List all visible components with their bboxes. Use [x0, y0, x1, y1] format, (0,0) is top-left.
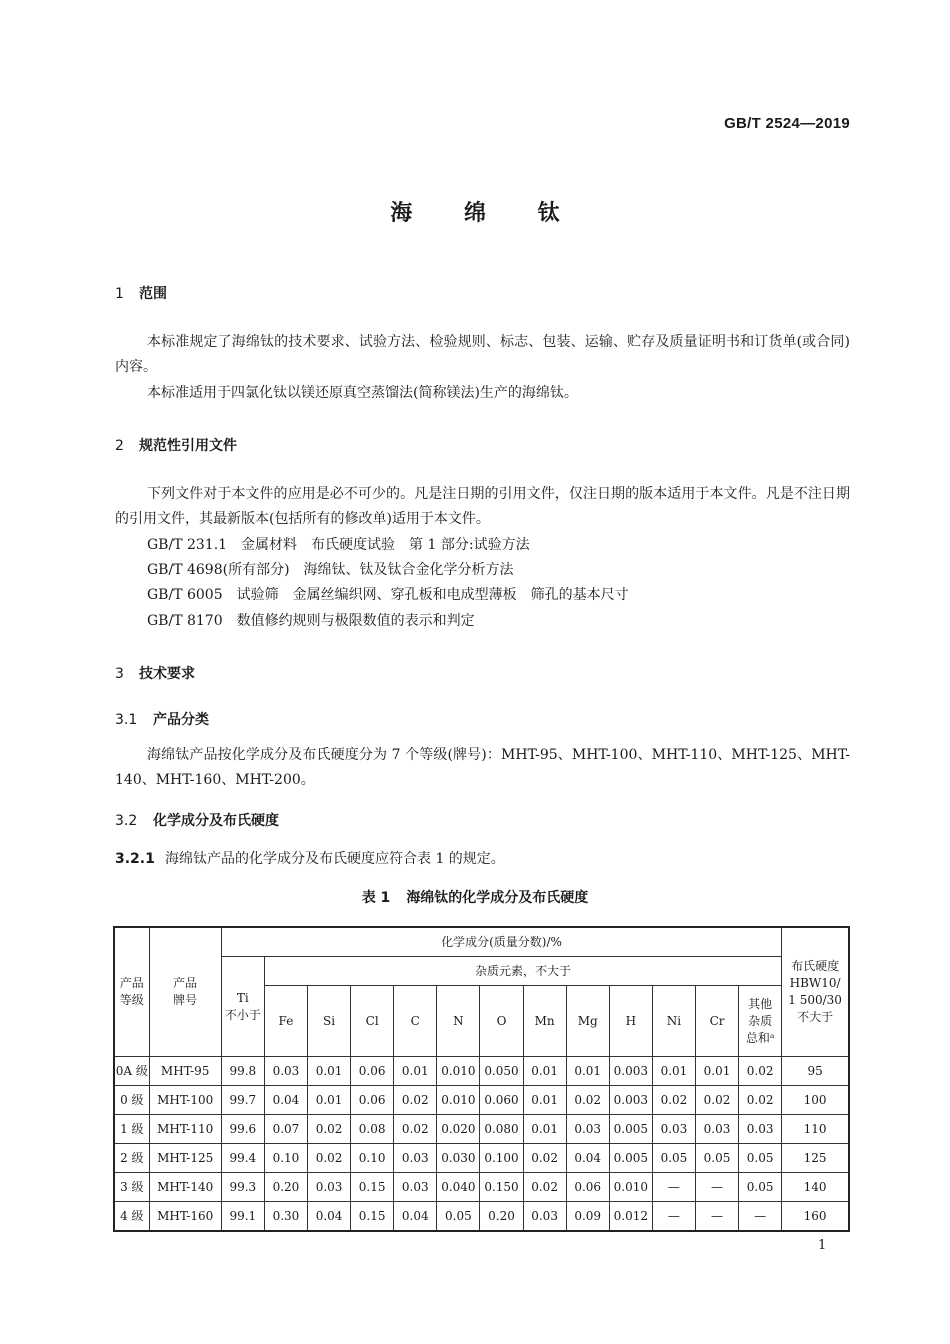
- table-cell: 0.06: [351, 1057, 394, 1086]
- header-brand: 产品 牌号: [149, 927, 221, 1057]
- header-element: Ni: [652, 986, 695, 1057]
- table-cell: 0.01: [523, 1057, 566, 1086]
- table-cell: 0.05: [695, 1144, 738, 1173]
- table-cell: 0.05: [652, 1144, 695, 1173]
- table-cell: 0.01: [308, 1057, 351, 1086]
- section-title: 化学成分及布氏硬度: [153, 813, 279, 829]
- table-cell: 0.10: [264, 1144, 307, 1173]
- table-cell: —: [695, 1202, 738, 1232]
- table-cell: 0.05: [437, 1202, 480, 1232]
- header-element: N: [437, 986, 480, 1057]
- section-number: 3.2: [115, 813, 138, 829]
- section-3-2-heading: [115, 810, 279, 830]
- header-ti: Ti 不小于: [221, 957, 264, 1057]
- cell-brand: MHT-125: [149, 1144, 221, 1173]
- header-grade: 产品 等级: [114, 927, 149, 1057]
- table-cell: 0.05: [739, 1144, 782, 1173]
- table-cell: 0.030: [437, 1144, 480, 1173]
- table-cell: 125: [782, 1144, 849, 1173]
- section-2-paragraph-1: 下列文件对于本文件的应用是必不可少的。凡是注日期的引用文件，仅注日期的版本适用于本文件。凡是不注日期的引用文件，其最新版本(包括所有的修改单)适用于本文件。: [115, 486, 850, 527]
- table-row: [114, 1115, 849, 1144]
- table-cell: 0.03: [394, 1144, 437, 1173]
- table-cell: 0.03: [739, 1115, 782, 1144]
- table-cell: 0.06: [566, 1173, 609, 1202]
- table-cell: 0.003: [609, 1086, 652, 1115]
- table-cell: 0.30: [264, 1202, 307, 1232]
- table-cell: 99.6: [221, 1115, 264, 1144]
- cell-grade: 3 级: [114, 1173, 149, 1202]
- header-element: H: [609, 986, 652, 1057]
- table-cell: 0.08: [351, 1115, 394, 1144]
- table-cell: 0.10: [351, 1144, 394, 1173]
- title-char: 钛: [537, 200, 560, 226]
- table-cell: —: [695, 1173, 738, 1202]
- table-cell: 0.03: [308, 1173, 351, 1202]
- table-cell: 0.02: [566, 1086, 609, 1115]
- table-cell: 0.09: [566, 1202, 609, 1232]
- table-cell: 0.010: [609, 1173, 652, 1202]
- section-3-2-1-clause: [115, 848, 505, 868]
- table-cell: 95: [782, 1057, 849, 1086]
- table-cell: 0.040: [437, 1173, 480, 1202]
- section-number: 3.1: [115, 712, 138, 728]
- table-cell: —: [739, 1202, 782, 1232]
- cell-brand: MHT-140: [149, 1173, 221, 1202]
- table-cell: 0.03: [523, 1202, 566, 1232]
- title-char: 海: [390, 200, 413, 226]
- table-cell: 0.01: [523, 1115, 566, 1144]
- header-element: Cr: [695, 986, 738, 1057]
- cell-grade: 2 级: [114, 1144, 149, 1173]
- header-element: O: [480, 986, 523, 1057]
- table-cell: 0.01: [695, 1057, 738, 1086]
- table-cell: 0.03: [566, 1115, 609, 1144]
- header-element: Cl: [351, 986, 394, 1057]
- cell-grade: 4 级: [114, 1202, 149, 1232]
- reference-item: GB/T 6005 试验筛 金属丝编织网、穿孔板和电成型薄板 筛孔的基本尺寸: [147, 587, 629, 603]
- table-cell: 0.012: [609, 1202, 652, 1232]
- table-cell: 0.06: [351, 1086, 394, 1115]
- cell-grade: 0 级: [114, 1086, 149, 1115]
- page-number: 1: [818, 1238, 827, 1253]
- table-cell: 0.15: [351, 1173, 394, 1202]
- header-other-impurities: 其他 杂质 总和ᵃ: [739, 986, 782, 1057]
- table-cell: 0.01: [523, 1086, 566, 1115]
- table-cell: 0.02: [523, 1144, 566, 1173]
- section-3-heading: [115, 663, 195, 683]
- cell-brand: MHT-110: [149, 1115, 221, 1144]
- table-cell: 0.01: [652, 1057, 695, 1086]
- table-cell: 110: [782, 1115, 849, 1144]
- table-row: [114, 1086, 849, 1115]
- header-element: C: [394, 986, 437, 1057]
- table-cell: 0.150: [480, 1173, 523, 1202]
- table-cell: 0.010: [437, 1086, 480, 1115]
- table-cell: 0.003: [609, 1057, 652, 1086]
- section-2-heading: [115, 435, 237, 455]
- table-cell: 0.20: [264, 1173, 307, 1202]
- clause-text: 海绵钛产品的化学成分及布氏硬度应符合表 1 的规定。: [165, 851, 505, 867]
- section-number: 1: [115, 286, 124, 302]
- table-cell: 0.03: [652, 1115, 695, 1144]
- section-3-1-heading: [115, 709, 209, 729]
- reference-item: GB/T 231.1 金属材料 布氏硬度试验 第 1 部分:试验方法: [147, 537, 530, 553]
- table-cell: 0.02: [308, 1115, 351, 1144]
- table-cell: 0.07: [264, 1115, 307, 1144]
- table-cell: 0.005: [609, 1144, 652, 1173]
- table-cell: 0.01: [308, 1086, 351, 1115]
- header-impurity: 杂质元素，不大于: [264, 957, 781, 986]
- section-number: 3: [115, 666, 124, 682]
- table-cell: 0.03: [264, 1057, 307, 1086]
- section-number: 2: [115, 438, 124, 454]
- table-cell: 0.02: [739, 1057, 782, 1086]
- table-cell: 99.3: [221, 1173, 264, 1202]
- table-cell: —: [652, 1173, 695, 1202]
- table-cell: 0.02: [394, 1115, 437, 1144]
- table-cell: 0.04: [566, 1144, 609, 1173]
- table-cell: 0.03: [695, 1115, 738, 1144]
- title-char: 绵: [463, 200, 486, 226]
- table-cell: 0.04: [308, 1202, 351, 1232]
- table-cell: 0.04: [264, 1086, 307, 1115]
- table-row: [114, 1202, 849, 1232]
- cell-grade: 1 级: [114, 1115, 149, 1144]
- chemical-composition-table: [113, 926, 850, 1232]
- table-row: [114, 1057, 849, 1086]
- table-cell: 0.020: [437, 1115, 480, 1144]
- section-title: 规范性引用文件: [139, 438, 237, 454]
- section-1-paragraph-2: 本标准适用于四氯化钛以镁还原真空蒸馏法(简称镁法)生产的海绵钛。: [147, 385, 578, 401]
- header-element: Si: [308, 986, 351, 1057]
- table-cell: 0.100: [480, 1144, 523, 1173]
- cell-brand: MHT-95: [149, 1057, 221, 1086]
- table-cell: 0.050: [480, 1057, 523, 1086]
- table-cell: 0.080: [480, 1115, 523, 1144]
- header-element: Fe: [264, 986, 307, 1057]
- reference-item: GB/T 8170 数值修约规则与极限数值的表示和判定: [147, 613, 475, 629]
- table-row: [114, 1144, 849, 1173]
- header-chemical-composition: 化学成分(质量分数)/%: [221, 927, 781, 957]
- table-number: 表 1: [361, 890, 391, 906]
- cell-grade: 0A 级: [114, 1057, 149, 1086]
- header-element: Mg: [566, 986, 609, 1057]
- table-row: [114, 1173, 849, 1202]
- table-cell: 99.1: [221, 1202, 264, 1232]
- table-cell: 0.01: [394, 1057, 437, 1086]
- section-title: 技术要求: [139, 666, 195, 682]
- table-cell: 0.01: [566, 1057, 609, 1086]
- cell-brand: MHT-100: [149, 1086, 221, 1115]
- table-cell: 99.4: [221, 1144, 264, 1173]
- table-cell: 0.010: [437, 1057, 480, 1086]
- table-cell: 0.02: [523, 1173, 566, 1202]
- table-cell: 0.02: [652, 1086, 695, 1115]
- table-cell: 0.060: [480, 1086, 523, 1115]
- table-cell: 140: [782, 1173, 849, 1202]
- table-cell: 0.20: [480, 1202, 523, 1232]
- table-cell: 160: [782, 1202, 849, 1232]
- table-cell: —: [652, 1202, 695, 1232]
- table-title: 海绵钛的化学成分及布氏硬度: [406, 890, 589, 906]
- table-cell: 0.02: [739, 1086, 782, 1115]
- header-hardness: 布氏硬度 HBW10/ 1 500/30 不大于: [782, 927, 849, 1057]
- table-cell: 100: [782, 1086, 849, 1115]
- reference-item: GB/T 4698(所有部分) 海绵钛、钛及钛合金化学分析方法: [147, 562, 514, 578]
- cell-brand: MHT-160: [149, 1202, 221, 1232]
- table-cell: 0.03: [394, 1173, 437, 1202]
- table-cell: 99.7: [221, 1086, 264, 1115]
- table-cell: 0.05: [739, 1173, 782, 1202]
- header-element: Mn: [523, 986, 566, 1057]
- section-1-paragraph-1: 本标准规定了海绵钛的技术要求、试验方法、检验规则、标志、包装、运输、贮存及质量证明书和订货单(或合同)内容。: [115, 334, 850, 375]
- section-1-heading: [115, 283, 167, 303]
- standard-code: GB/T 2524—2019: [724, 115, 850, 132]
- table-cell: 0.02: [308, 1144, 351, 1173]
- table-cell: 0.15: [351, 1202, 394, 1232]
- section-title: 范围: [139, 286, 167, 302]
- table-cell: 0.005: [609, 1115, 652, 1144]
- section-3-1-paragraph: 海绵钛产品按化学成分及布氏硬度分为 7 个等级(牌号)：MHT-95、MHT-100、MHT-110、MHT-125、MHT-140、MHT-160、MHT-200。: [115, 747, 850, 788]
- table-cell: 0.02: [695, 1086, 738, 1115]
- table-cell: 0.02: [394, 1086, 437, 1115]
- table-caption: [0, 887, 950, 907]
- document-title: [0, 196, 950, 227]
- section-number: 3.2.1: [115, 851, 155, 867]
- table-cell: 99.8: [221, 1057, 264, 1086]
- table-cell: 0.04: [394, 1202, 437, 1232]
- section-title: 产品分类: [153, 712, 209, 728]
